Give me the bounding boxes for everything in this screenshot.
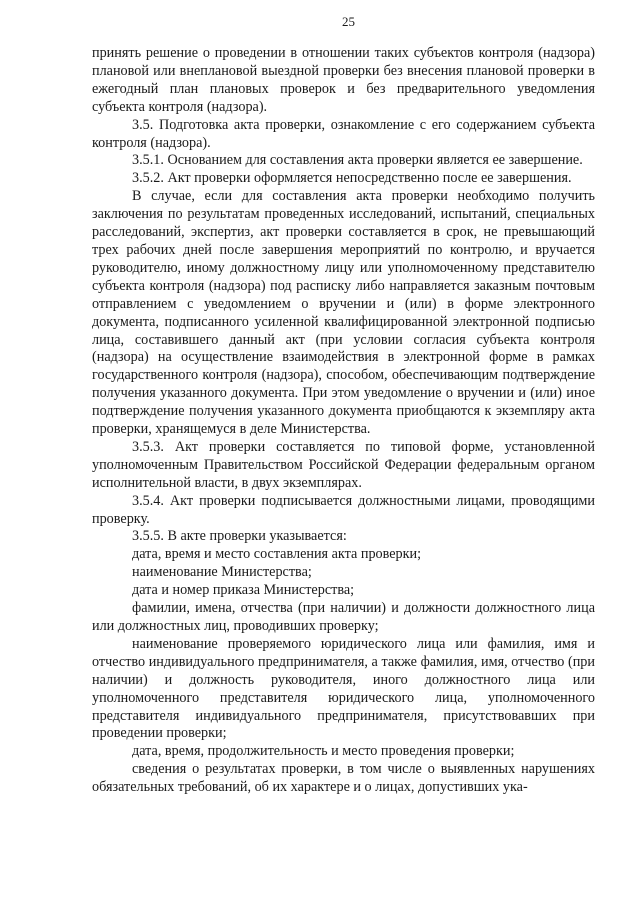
paragraph: наименование Министерства;	[132, 564, 312, 581]
paragraph: сведения о результатах проверки, в том числе о выявленных нарушениях обязательных требований, об их характере и о лицах, допустивших ука-	[92, 761, 595, 796]
paragraph: 3.5.1. Основанием для составления акта проверки является ее завершение.	[132, 152, 583, 169]
document-body	[92, 45, 595, 797]
paragraph: 3.5.2. Акт проверки оформляется непосредственно после ее завершения.	[132, 170, 572, 187]
page-number: 25	[342, 14, 355, 29]
paragraph: 3.5. Подготовка акта проверки, ознакомление с его содержанием субъекта контроля (надзора).	[92, 116, 595, 151]
paragraph: принять решение о проведении в отношении таких субъектов контроля (надзора) плановой или внеплановой выездной проверки без внесения плановой проверки в ежегодный план плановых проверок и без предварительного уведомления субъекта контроля (надзора).	[92, 45, 595, 115]
paragraph: В случае, если для составления акта проверки необходимо получить заключения по результатам проведенных исследований, испытаний, специальных расследований, экспертиз, акт проверки составляется в срок, не превышающий трех рабочих дней после завершения мероприятий по контролю, и вручается руководителю, иному должностному лицу или уполномоченному представителю субъекта контроля (надзора) под расписку либо направляется заказным почтовым отправлением с уведомлением о вручении и (или) в форме электронного документа, подписанного усиленной квалифицированной электронной подписью лица, составившего данный акт (при условии согласия субъекта контроля (надзора) на осуществление взаимодействия в электронной форме в рамках государственного контроля (надзора), способом, обеспечивающим подтверждение получения указанного документа. При этом уведомление о вручении и (или) иное подтверждение получения указанного документа приобщаются к экземпляру акта проверки, хранящемуся в деле Министерства.	[92, 188, 595, 438]
paragraph: фамилии, имена, отчества (при наличии) и должности должностного лица или должностных лиц, проводивших проверку;	[92, 600, 595, 634]
paragraph: дата, время, продолжительность и место проведения проверки;	[132, 743, 515, 760]
paragraph: наименование проверяемого юридического лица или фамилия, имя и отчество индивидуального предпринимателя, а также фамилия, имя, отчество (при наличии) и должность руководителя, иного должностного лица или уполномоченного представителя юридического лица, уполномоченного представителя индивидуального предпринимателя, присутствовавших при проведении проверки;	[92, 635, 595, 742]
paragraph: 3.5.5. В акте проверки указывается:	[132, 528, 347, 545]
paragraph: дата, время и место составления акта проверки;	[132, 546, 422, 563]
paragraph: 3.5.4. Акт проверки подписывается должностными лицами, проводящими проверку.	[92, 492, 595, 527]
paragraph: 3.5.3. Акт проверки составляется по типовой форме, установленной уполномоченным Правительством Российской Федерации федеральным органом исполнительной власти, в двух экземплярах.	[92, 438, 595, 491]
paragraph: дата и номер приказа Министерства;	[132, 582, 355, 599]
